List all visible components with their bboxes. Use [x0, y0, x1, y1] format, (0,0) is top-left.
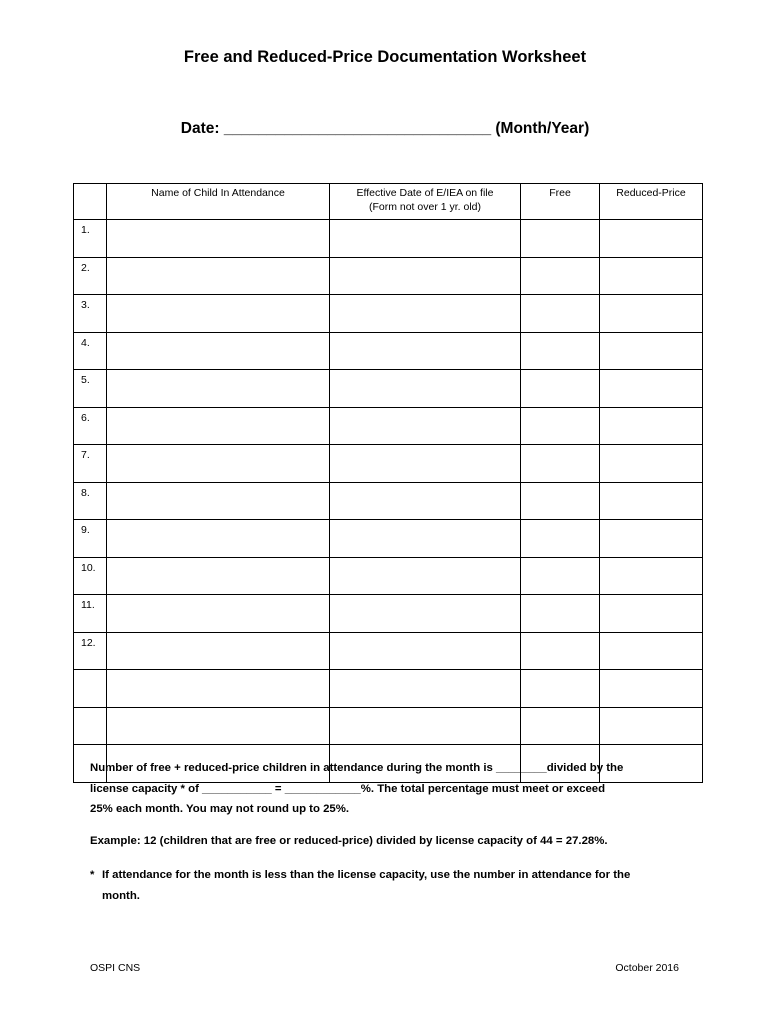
row-number: 12.	[74, 632, 107, 670]
footnote-line-2: month.	[102, 889, 140, 902]
reduced-price-cell[interactable]	[600, 220, 703, 258]
free-cell[interactable]	[521, 707, 600, 745]
table-row	[74, 632, 703, 670]
child-name-cell[interactable]	[107, 295, 330, 333]
footnote-paragraph	[90, 865, 680, 906]
effective-date-cell[interactable]	[330, 520, 521, 558]
page-title: Free and Reduced-Price Documentation Worksheet	[183, 48, 587, 66]
row-number: 4.	[74, 332, 107, 370]
header-num	[74, 184, 107, 220]
example-paragraph: Example: 12 (children that are free or reduced-price) divided by license capacity of 44 = 27.28%.	[90, 835, 608, 847]
table-row	[74, 220, 703, 258]
child-name-cell[interactable]	[107, 707, 330, 745]
reduced-price-cell[interactable]	[600, 707, 703, 745]
effective-date-cell[interactable]	[330, 482, 521, 520]
date-label: Date:	[180, 120, 220, 137]
row-number	[74, 670, 107, 708]
date-blank[interactable]: _______________________________	[223, 120, 492, 137]
free-cell[interactable]	[521, 407, 600, 445]
row-number: 10.	[74, 557, 107, 595]
child-name-cell[interactable]	[107, 370, 330, 408]
table-row	[74, 257, 703, 295]
calculation-line-2: license capacity * of ___________ = ____________%. The total percentage must meet or exceed	[90, 782, 606, 795]
child-name-cell[interactable]	[107, 557, 330, 595]
free-cell[interactable]	[521, 595, 600, 633]
table-row	[74, 520, 703, 558]
reduced-price-cell[interactable]	[600, 332, 703, 370]
free-cell[interactable]	[521, 257, 600, 295]
free-cell[interactable]	[521, 295, 600, 333]
attendance-table	[73, 183, 703, 783]
date-suffix: (Month/Year)	[495, 120, 590, 137]
row-number: 6.	[74, 407, 107, 445]
effective-date-cell[interactable]	[330, 407, 521, 445]
footnote-line-1: If attendance for the month is less than the license capacity, use the number in attendance for the	[102, 869, 631, 881]
effective-date-cell[interactable]	[330, 295, 521, 333]
header-reduced-price: Reduced-Price	[600, 184, 703, 220]
child-name-cell[interactable]	[107, 407, 330, 445]
reduced-price-cell[interactable]	[600, 557, 703, 595]
footer-organization: OSPI CNS	[90, 962, 141, 974]
table-row	[74, 407, 703, 445]
free-cell[interactable]	[521, 632, 600, 670]
child-name-cell[interactable]	[107, 332, 330, 370]
header-child-name: Name of Child In Attendance	[107, 184, 330, 220]
effective-date-cell[interactable]	[330, 257, 521, 295]
row-number: 5.	[74, 370, 107, 408]
free-cell[interactable]	[521, 482, 600, 520]
table-row	[74, 670, 703, 708]
row-number: 11.	[74, 595, 107, 633]
calculation-line-1: Number of free + reduced-price children in attendance during the month is ________divided by the	[90, 762, 624, 774]
date-line	[0, 120, 770, 138]
footer-date: October 2016	[615, 962, 679, 974]
child-name-cell[interactable]	[107, 595, 330, 633]
effective-date-cell[interactable]	[330, 557, 521, 595]
table-row	[74, 370, 703, 408]
effective-date-cell[interactable]	[330, 332, 521, 370]
reduced-price-cell[interactable]	[600, 257, 703, 295]
reduced-price-cell[interactable]	[600, 295, 703, 333]
effective-date-cell[interactable]	[330, 445, 521, 483]
header-free: Free	[521, 184, 600, 220]
reduced-price-cell[interactable]	[600, 670, 703, 708]
effective-date-cell[interactable]	[330, 370, 521, 408]
effective-date-cell[interactable]	[330, 595, 521, 633]
row-number: 3.	[74, 295, 107, 333]
row-number: 2.	[74, 257, 107, 295]
child-name-cell[interactable]	[107, 482, 330, 520]
child-name-cell[interactable]	[107, 520, 330, 558]
table-row	[74, 295, 703, 333]
row-number: 1.	[74, 220, 107, 258]
row-number: 9.	[74, 520, 107, 558]
calculation-line-3: 25% each month. You may not round up to 25%.	[90, 803, 350, 815]
calculation-paragraph	[90, 758, 680, 820]
table-row	[74, 707, 703, 745]
child-name-cell[interactable]	[107, 632, 330, 670]
reduced-price-cell[interactable]	[600, 632, 703, 670]
row-number: 8.	[74, 482, 107, 520]
reduced-price-cell[interactable]	[600, 520, 703, 558]
effective-date-cell[interactable]	[330, 220, 521, 258]
child-name-cell[interactable]	[107, 670, 330, 708]
table-row	[74, 332, 703, 370]
table-header-row	[74, 184, 703, 220]
row-number	[74, 707, 107, 745]
free-cell[interactable]	[521, 370, 600, 408]
table-row	[74, 557, 703, 595]
free-cell[interactable]	[521, 220, 600, 258]
table-row	[74, 445, 703, 483]
table-row	[74, 595, 703, 633]
reduced-price-cell[interactable]	[600, 445, 703, 483]
header-effective-date	[330, 184, 521, 220]
reduced-price-cell[interactable]	[600, 595, 703, 633]
row-number: 7.	[74, 445, 107, 483]
free-cell[interactable]	[521, 332, 600, 370]
child-name-cell[interactable]	[107, 445, 330, 483]
footnote-asterisk: *	[90, 869, 95, 881]
free-cell[interactable]	[521, 670, 600, 708]
effective-date-cell[interactable]	[330, 670, 521, 708]
header-effective-date-line2: (Form not over 1 yr. old)	[368, 201, 482, 213]
reduced-price-cell[interactable]	[600, 370, 703, 408]
effective-date-cell[interactable]	[330, 632, 521, 670]
free-cell[interactable]	[521, 520, 600, 558]
child-name-cell[interactable]	[107, 220, 330, 258]
header-effective-date-line1: Effective Date of E/IEA on file	[356, 187, 494, 199]
reduced-price-cell[interactable]	[600, 407, 703, 445]
table-row	[74, 482, 703, 520]
effective-date-cell[interactable]	[330, 707, 521, 745]
reduced-price-cell[interactable]	[600, 482, 703, 520]
child-name-cell[interactable]	[107, 257, 330, 295]
free-cell[interactable]	[521, 557, 600, 595]
free-cell[interactable]	[521, 445, 600, 483]
